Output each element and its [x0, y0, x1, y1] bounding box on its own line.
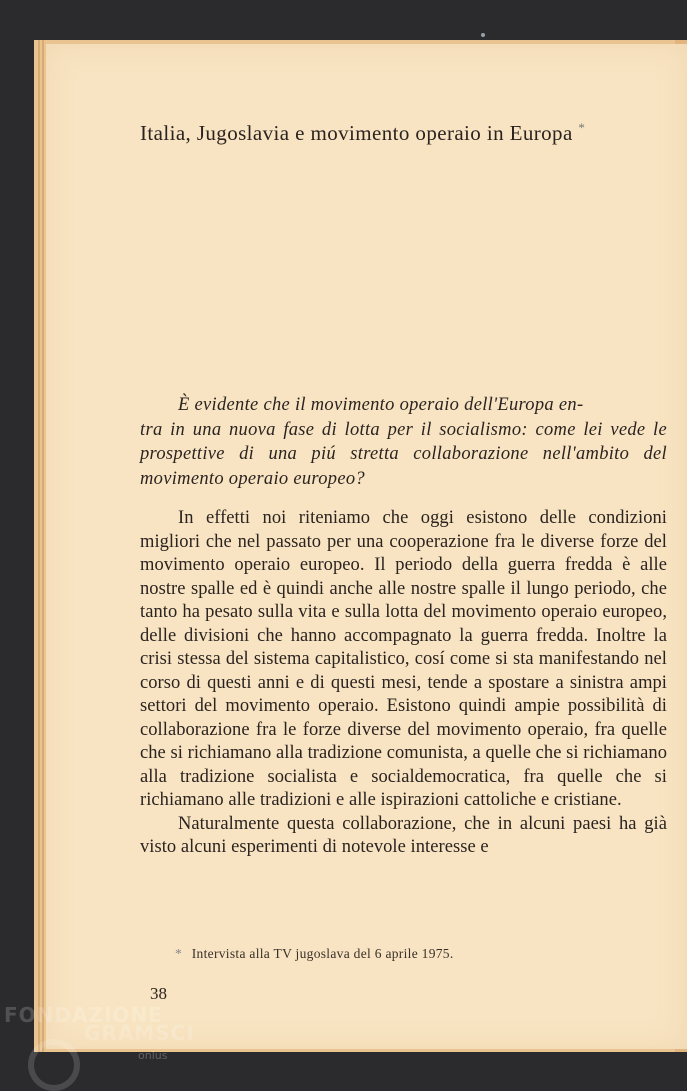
page-edge-line: [42, 40, 44, 1052]
footnote: [175, 946, 454, 962]
chapter-title-text: Italia, Jugoslavia e movimento operaio in Europa: [140, 121, 573, 145]
footnote-mark: *: [175, 946, 183, 961]
question-first-line: È evidente che il movimento operaio dell'Europa en-: [178, 395, 584, 415]
watermark-logo-icon: [28, 1039, 80, 1091]
question-rest: tra in una nuova fase di lotta per il socialismo: come lei vede le prospettive di una piú stretta collaborazione nell'ambito del movimento operaio europeo?: [140, 419, 667, 489]
page-edge-line: [38, 40, 40, 1052]
title-footnote-mark: *: [578, 120, 586, 135]
watermark-line-2: GRAMSCI: [84, 1021, 195, 1045]
answer-paragraph-2: Naturalmente questa collaborazione, che in alcuni paesi ha già visto alcuni esperimenti di notevole interesse e: [140, 813, 667, 857]
fondazione-gramsci-watermark: [4, 1003, 204, 1083]
chapter-title: [140, 120, 680, 146]
watermark-suffix: onlus: [138, 1049, 168, 1062]
answer-paragraph-1: In effetti noi riteniamo che oggi esistono delle condizioni migliori che nel passato per una cooperazione fra le diverse forze del movimento operaio europeo. Il periodo della guerra fredda è alle nostre spalle ed è quindi anche alle nostre spalle il lungo periodo, che tanto ha pesato sulla vita e sulla lotta del movimento operaio europeo, delle divisioni che hanno accompagnato la guerra fredda. Inoltre la crisi stessa del sistema capitalistico, cosí come si sta manifestando nel corso di questi anni e di questi mesi, tende a spostare a sinistra ampi settori del movimento operaio. Esistono quindi ampie possibilità di collaborazione fra le forze diverse del movimento operaio, fra quelle che si richiamano alla tradizione comunista, a quelle che si richiamano alla tradizione socialista e socialdemocratica, fra quelle che si richiamano alle tradizioni e alle ispirazioni cattoliche e cristiane.: [140, 508, 667, 810]
scan-dot: [481, 33, 485, 37]
page-number: 38: [150, 984, 167, 1003]
watermark-line-1: FONDAZIONE: [4, 1003, 163, 1027]
interview-question: [140, 393, 667, 491]
interview-answer: [140, 507, 667, 860]
footnote-text: Intervista alla TV jugoslava del 6 aprile 1975.: [191, 946, 454, 961]
